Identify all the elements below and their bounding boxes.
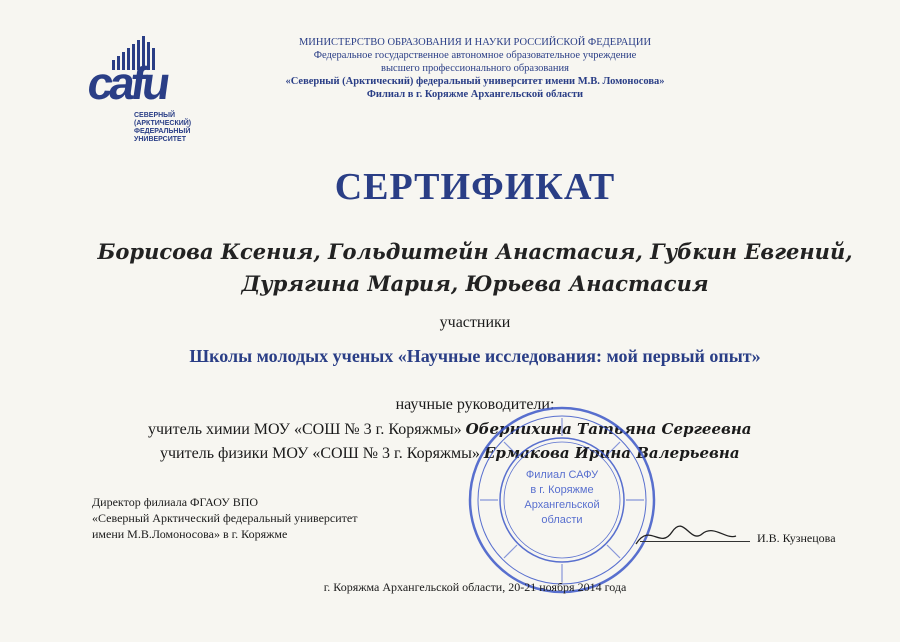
signature-line	[640, 541, 750, 542]
supervisor-name: Обернихина Татьяна Сергеевна	[465, 420, 752, 438]
signature-icon	[630, 514, 740, 554]
supervisor-name: Ермакова Ирина Валерьевна	[483, 444, 740, 462]
names-line-2: Дурягина Мария, Юрьева Анастасия	[241, 271, 709, 296]
supervisor-position: учитель химии МОУ «СОШ № 3 г. Коряжмы»	[148, 421, 462, 438]
place-and-date: г. Коряжма Архангельской области, 20-21 ноября 2014 года	[323, 580, 627, 594]
stamp-text: Филиал САФУ в г. Коряжме Архангельской области	[524, 469, 600, 526]
participant-names	[0, 236, 900, 300]
director-title: Директор филиала ФГАОУ ВПО «Северный Арктический федеральный университет имени М.В.Ломоносова» в г. Коряжме	[92, 495, 358, 541]
university-logo	[84, 30, 192, 150]
certificate-title: СЕРТИФИКАТ	[334, 166, 616, 208]
supervisors-heading: научные руководители:	[395, 396, 555, 413]
logo-caption: СЕВЕРНЫЙ (АРКТИЧЕСКИЙ) ФЕДЕРАЛЬНЫЙ УНИВЕРСИТЕТ	[134, 112, 192, 143]
names-line-1: Борисова Ксения, Гольдштейн Анастасия, Губкин Евгений,	[97, 239, 853, 264]
logo-wordmark: cafu	[84, 57, 171, 109]
branch-name: Филиал в г. Коряжме Архангельской области	[366, 89, 584, 100]
institution-header	[190, 36, 760, 101]
supervisor-position: учитель физики МОУ «СОШ № 3 г. Коряжмы»	[160, 445, 480, 462]
school-name: Школы молодых ученых «Научные исследования: мой первый опыт»	[189, 346, 761, 366]
participant-role: участники	[439, 314, 511, 331]
signer-name: И.В. Кузнецова	[757, 531, 836, 545]
institution-type-line: Федеральное государственное автономное образовательное учреждение	[313, 50, 637, 61]
ministry-line: МИНИСТЕРСТВО ОБРАЗОВАНИЯ И НАУКИ РОССИЙСКОЙ ФЕДЕРАЦИИ	[298, 37, 652, 48]
education-level-line: высшего профессионального образования	[381, 63, 569, 74]
official-stamp-icon	[462, 400, 662, 600]
university-name: «Северный (Арктический) федеральный университет имени М.В. Ломоносова»	[285, 76, 665, 87]
